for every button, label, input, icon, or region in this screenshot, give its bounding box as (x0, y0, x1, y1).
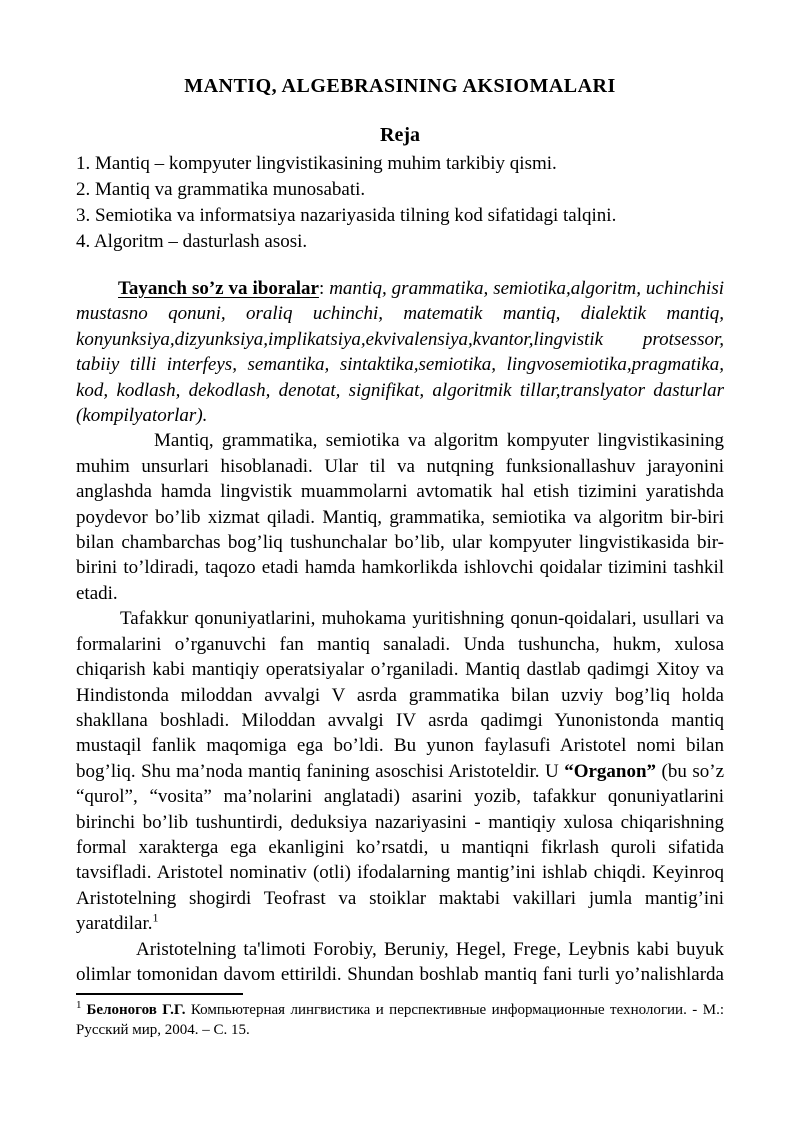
paragraph-history (76, 606, 724, 936)
paragraph-intro: Mantiq, grammatika, semiotika va algoritm kompyuter lingvistikasining muhim unsurlari hisoblanadi. Ular til va nutqning funksionallashuv jarayonini anglashda hamda lingvistik muammolarni avtomatik hal etish tizimini yaratishda poydevor bo’lib xizmat qiladi. Mantiq, grammatika, semiotika va algoritm bir-biri bilan chambarchas bog’liq tushunchalar bo’lib, ular kompyuter lingvistikasida bir-birini to’ldiradi, taqozo etadi hamda hamkorlikda ishlovchi qoidalar tizimini tashkil etadi. (76, 430, 724, 604)
footnote-body: Компьютерная лингвистика и перспективные информационные технологии. - М.: Русский мир, 2004. – С. 15. (76, 1002, 724, 1039)
footnote-separator-line (76, 993, 243, 995)
document-title: MANTIQ, ALGEBRASINING AKSIOMALARI (184, 75, 616, 97)
paragraph-history-text-before: Tafakkur qonuniyatlarini, muhokama yuritishning qonun-qoidalari, usullari va formalarini o’rganuvchi fan mantiq sanaladi. Unda tushuncha, hukm, xulosa chiqarish kabi mantiqiy operatsiyalar o’rganiladi. Mantiq dastlab qadimgi Xitoy va Hindistonda miloddan avvalgi V asrda grammatika bilan uzviy bog’liq holda shakllana boshladi. Miloddan avvalgi IV asrda qadimgi Yunonistonda mantiq mustaqil fanlik maqomiga ega bo’ldi. Bu yunon faylasufi Aristotel nomi bilan bog’liq. Shu ma’noda mantiq fanining asoschisi Aristoteldir. U (76, 608, 724, 782)
footnote-author: Белоногов Г.Г. (86, 1002, 186, 1019)
plan-item-3: 3. Semiotika va informatsiya nazariyasida tilning kod sifatidagi talqini. (76, 205, 617, 226)
footnote-marker: 1 (76, 999, 82, 1012)
keywords-paragraph (76, 276, 724, 428)
footnote-text (76, 1000, 724, 1040)
footnote-area (76, 993, 724, 1040)
plan-list (76, 151, 724, 255)
paragraph-continuation: Aristotelning ta'limoti Forobiy, Beruniy, Hegel, Frege, Leybnis kabi buyuk olimlar tomonidan davom ettirildi. Shundan boshlab mantiq fani turli yo’nalishlarda (76, 938, 724, 985)
keywords-separator: : (318, 278, 330, 299)
paragraph-history-text-after: (bu so’z “qurol”, “vosita” ma’nolarini anglatadi) asarini yozib, tafakkur qonuniyatlarini birinchi bo’lib tushuntirdi, deduksiya nazariyasini - mantiqiy xulosa chiqarishning formal xarakterga ega ekanligini ko’rsatdi, u mantiqni fikrlash quroli sifatida tavsifladi. Aristotel nominativ (otli) ifodalarning mantig’ini ishlab chiqdi. Keyinroq Aristotelning shogirdi Teofrast va stoiklar maktabi vakillari jumla mantig’ini yaratdilar. (76, 760, 725, 935)
plan-heading: Reja (380, 124, 420, 146)
plan-item-2: 2. Mantiq va grammatika munosabati. (76, 179, 366, 200)
footnote-reference-marker: 1 (152, 910, 159, 925)
keywords-label: Tayanch so’z va iboralar (118, 278, 319, 299)
plan-item-1: 1. Mantiq – kompyuter lingvistikasining muhim tarkibiy qismi. (76, 153, 557, 174)
plan-item-4: 4. Algoritm – dasturlash asosi. (76, 231, 308, 252)
keywords-terms: mantiq, grammatika, semiotika,algoritm, uchinchisi mustasno qonuni, oraliq uchinchi, matematik mantiq, dialektik mantiq, konyunksiya,dizyunksiya,implikatsiya,ekvivalensiya,kvantor,lingvistik protsessor, tabiiy tilli interfeys, semantika, sintaktika,semiotika, lingvosemiotika,pragmatika, kod, kodlash, dekodlash, denotat, signifikat, algoritmik tillar,translyator dasturlar (kompilyatorlar). (76, 278, 725, 427)
organon-term: “Organon” (564, 760, 657, 782)
